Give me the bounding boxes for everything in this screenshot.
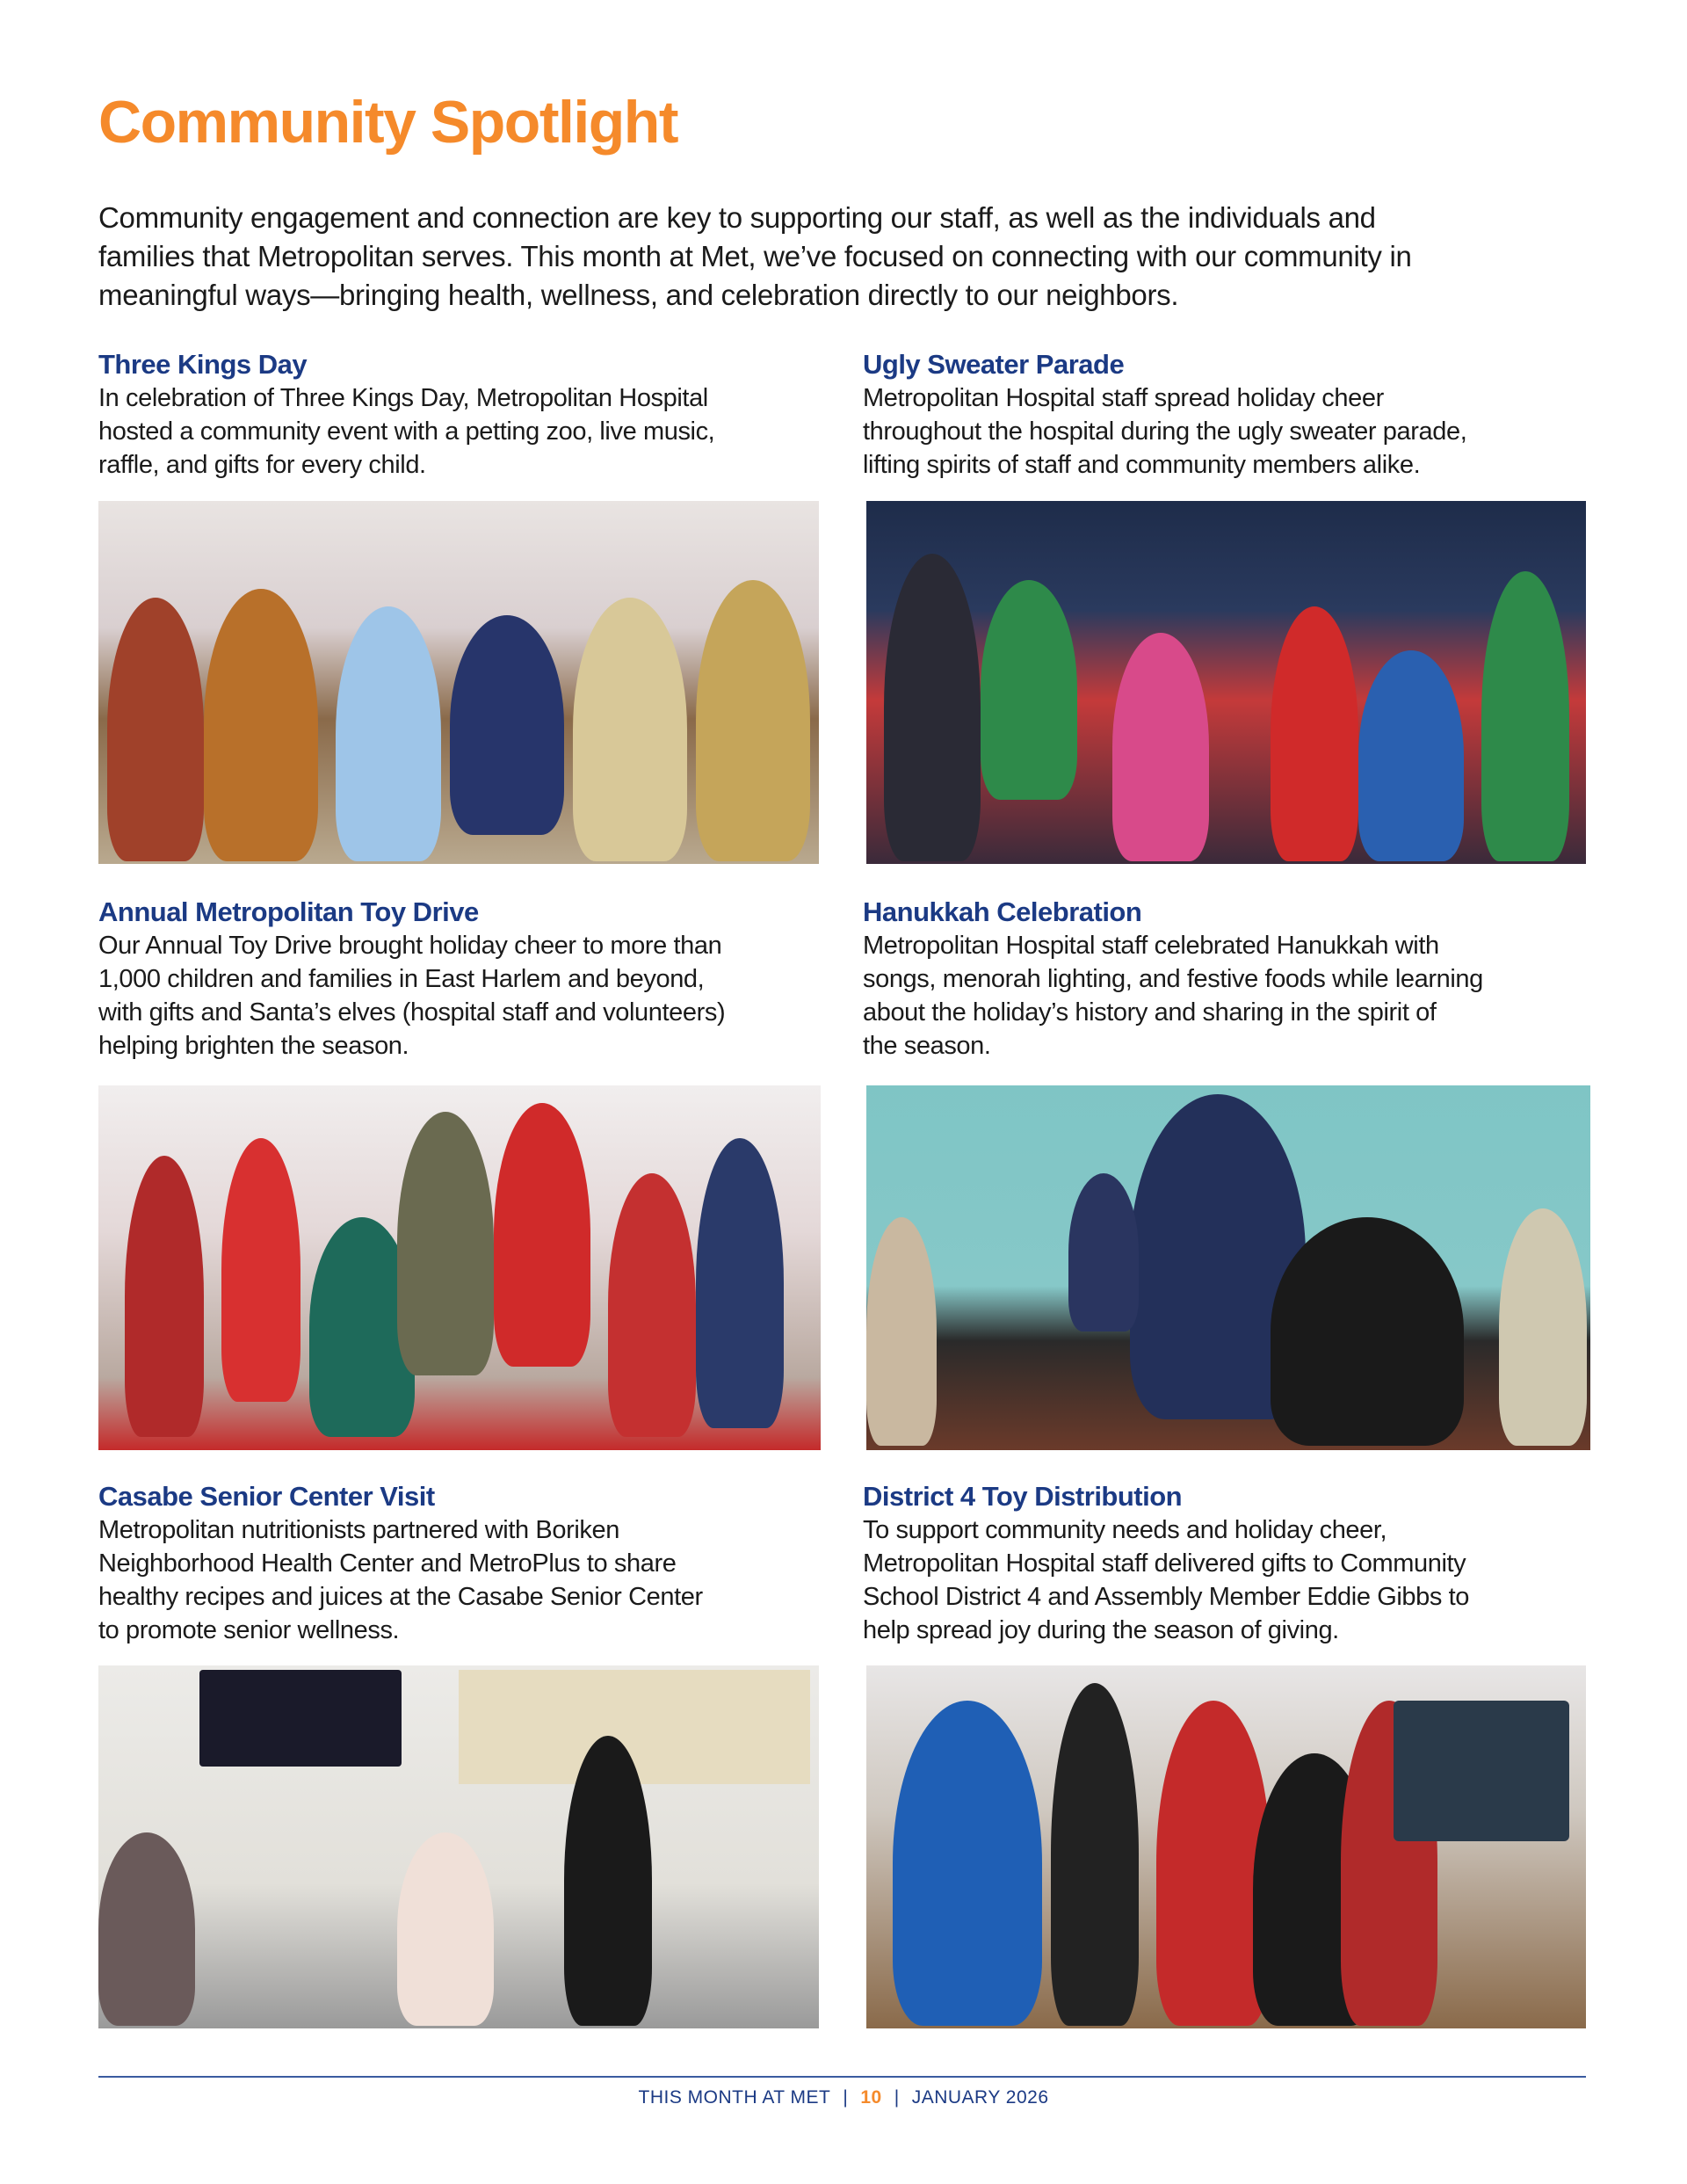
page-footer: [0, 2087, 1687, 2108]
footer-date: JANUARY 2026: [911, 2087, 1049, 2108]
body-line: Neighborhood Health Center and MetroPlus to share: [98, 1549, 677, 1578]
section-heading: Hanukkah Celebration: [863, 896, 1142, 927]
body-line: School District 4 and Assembly Member Eddie Gibbs to: [863, 1583, 1470, 1611]
section-body: [98, 1513, 821, 1647]
section-body: [98, 381, 821, 482]
hanukkah-photo: [866, 1085, 1590, 1450]
body-line: Our Annual Toy Drive brought holiday cheer to more than: [98, 932, 722, 960]
intro-line: families that Metropolitan serves. This month at Met, we’ve focused on connecting with our community in: [98, 240, 1412, 272]
body-line: with gifts and Santa’s elves (hospital staff and volunteers): [98, 998, 726, 1027]
toy-drive-photo: [98, 1085, 821, 1450]
section-three-kings-day: [98, 348, 821, 482]
district-4-toy-distribution-photo: [866, 1665, 1586, 2028]
section-casabe-senior-center: [98, 1480, 821, 1647]
page-title: Community Spotlight: [98, 89, 677, 156]
section-heading: Ugly Sweater Parade: [863, 349, 1125, 380]
body-line: healthy recipes and juices at the Casabe Senior Center: [98, 1583, 703, 1611]
section-body: [98, 929, 821, 1063]
body-line: help spread joy during the season of giving.: [863, 1616, 1339, 1644]
intro-line: meaningful ways—bringing health, wellness, and celebration directly to our neighbors.: [98, 279, 1179, 311]
body-line: In celebration of Three Kings Day, Metropolitan Hospital: [98, 384, 708, 412]
section-toy-drive: [98, 896, 821, 1063]
intro-paragraph: [98, 199, 1610, 315]
footer-divider: [98, 2076, 1586, 2078]
body-line: raffle, and gifts for every child.: [98, 451, 426, 479]
footer-separator: |: [843, 2087, 849, 2108]
section-heading: District 4 Toy Distribution: [863, 1481, 1183, 1512]
three-kings-day-photo: [98, 501, 819, 864]
section-body: [863, 1513, 1585, 1647]
footer-publication: THIS MONTH AT MET: [638, 2087, 831, 2108]
section-hanukkah: [863, 896, 1585, 1063]
section-heading: Three Kings Day: [98, 349, 308, 380]
section-ugly-sweater-parade: [863, 348, 1585, 482]
body-line: throughout the hospital during the ugly sweater parade,: [863, 417, 1467, 446]
body-line: hosted a community event with a petting zoo, live music,: [98, 417, 715, 446]
body-line: 1,000 children and families in East Harlem and beyond,: [98, 965, 705, 993]
body-line: Metropolitan nutritionists partnered with Boriken: [98, 1516, 619, 1544]
body-line: Metropolitan Hospital staff celebrated Hanukkah with: [863, 932, 1439, 960]
body-line: Metropolitan Hospital staff delivered gifts to Community: [863, 1549, 1466, 1578]
footer-separator: |: [894, 2087, 900, 2108]
ugly-sweater-parade-photo: [866, 501, 1586, 864]
casabe-senior-center-photo: [98, 1665, 819, 2028]
section-body: [863, 929, 1585, 1063]
body-line: helping brighten the season.: [98, 1032, 409, 1060]
body-line: Metropolitan Hospital staff spread holiday cheer: [863, 384, 1384, 412]
body-line: To support community needs and holiday cheer,: [863, 1516, 1387, 1544]
body-line: lifting spirits of staff and community members alike.: [863, 451, 1421, 479]
body-line: the season.: [863, 1032, 991, 1060]
section-heading: Casabe Senior Center Visit: [98, 1481, 435, 1512]
body-line: about the holiday’s history and sharing in the spirit of: [863, 998, 1437, 1027]
intro-line: Community engagement and connection are key to supporting our staff, as well as the individuals and: [98, 201, 1376, 234]
section-heading: Annual Metropolitan Toy Drive: [98, 896, 479, 927]
section-body: [863, 381, 1585, 482]
body-line: to promote senior wellness.: [98, 1616, 400, 1644]
section-district-4-toy-distribution: [863, 1480, 1585, 1647]
page-number: 10: [860, 2087, 882, 2108]
body-line: songs, menorah lighting, and festive foods while learning: [863, 965, 1483, 993]
